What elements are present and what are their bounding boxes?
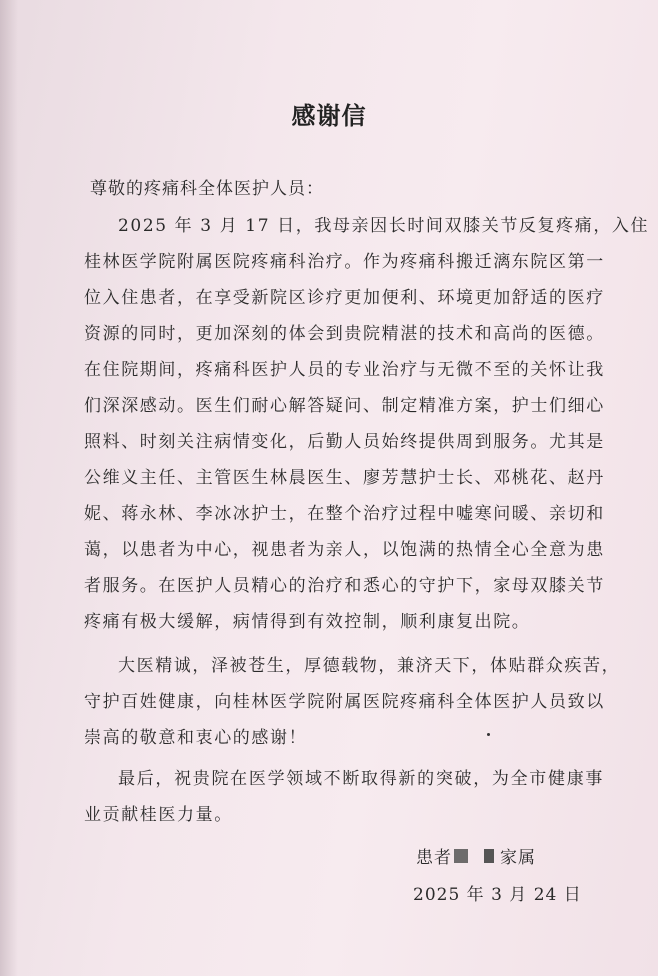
body-line: 桂林医学院附属医院疼痛科治疗。作为疼痛科搬迁漓东院区第一 xyxy=(84,252,605,272)
body-line: 妮、蒋永林、李冰冰护士，在整个治疗过程中嘘寒问暖、亲切和 xyxy=(84,504,605,524)
body-line: 守护百姓健康，向桂林医学院附属医院疼痛科全体医护人员致以 xyxy=(84,692,605,712)
body-line: 资源的同时，更加深刻的体会到贵院精湛的技术和高尚的医德。 xyxy=(84,324,605,344)
body-line: 最后，祝贵院在医学领域不断取得新的突破，为全市健康事 xyxy=(118,769,604,789)
body-line: 公维义主任、主管医生林晨医生、廖芳慧护士长、邓桃花、赵丹 xyxy=(84,468,605,488)
body-line: 疼痛有极大缓解，病情得到有效控制，顺利康复出院。 xyxy=(84,612,531,632)
signature-prefix: 患者 xyxy=(416,848,452,868)
body-line: 照料、时刻关注病情变化，后勤人员始终提供周到服务。尤其是 xyxy=(84,432,605,452)
body-line: 们深深感动。医生们耐心解答疑问、制定精准方案，护士们细心 xyxy=(84,396,605,416)
redaction-block xyxy=(484,849,494,863)
body-line: 大医精诚，泽被苍生，厚德载物，兼济天下，体贴群众疾苦， xyxy=(118,656,621,676)
signature xyxy=(416,843,536,868)
letter-date: 2025 年 3 月 24 日 xyxy=(413,885,582,905)
salutation: 尊敬的疼痛科全体医护人员： xyxy=(90,179,324,199)
letter-title: 感谢信 xyxy=(291,101,367,130)
body-line: 崇高的敬意和衷心的感谢！ xyxy=(84,728,308,748)
body-line: 者服务。在医护人员精心的治疗和悉心的守护下，家母双膝关节 xyxy=(84,576,605,596)
page-shadow-edge xyxy=(0,0,18,976)
signature-suffix: 家属 xyxy=(500,848,536,868)
body-line: 蔼，以患者为中心，视患者为亲人，以饱满的热情全心全意为患 xyxy=(84,540,605,560)
body-line: 在住院期间，疼痛科医护人员的专业治疗与无微不至的关怀让我 xyxy=(84,360,605,380)
body-line: 2025 年 3 月 17 日，我母亲因长时间双膝关节反复疼痛，入住 xyxy=(118,216,650,236)
body-line: 位入住患者，在享受新院区诊疗更加便利、环境更加舒适的医疗 xyxy=(84,288,605,308)
redaction-block xyxy=(454,849,468,863)
ink-dot xyxy=(487,733,490,736)
body-line: 业贡献桂医力量。 xyxy=(84,805,233,825)
